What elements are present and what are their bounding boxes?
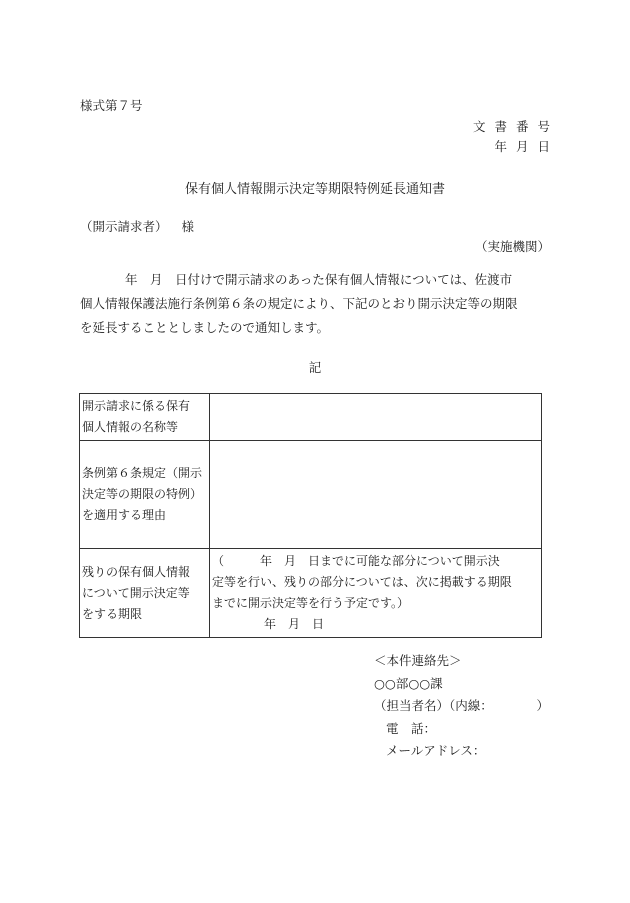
label-line: 決定等の期限の特例） <box>82 487 203 501</box>
label-line: をする期限 <box>82 606 143 621</box>
label-line: について開示決定等 <box>82 585 190 600</box>
table-row <box>80 394 542 441</box>
body-line-2: 個人情報保護法施行条例第６条の規定により、下記のとおり開示決定等の期限 <box>80 296 518 311</box>
contact-person: （担当者名）（内線： ） <box>374 698 550 713</box>
label-line: 残りの保有個人情報 <box>82 564 191 579</box>
table-row <box>80 441 542 549</box>
contact-heading: ＜本件連絡先＞ <box>374 653 462 668</box>
value-line: までに開示決定等を行う予定です。） <box>212 596 410 610</box>
table-row <box>80 549 542 638</box>
document-title: 保有個人情報開示決定等期限特例延長通知書 <box>184 182 445 197</box>
row-value-reason[interactable] <box>210 441 542 549</box>
value-line: 定等を行い、残りの部分については、次に掲載する期限 <box>212 575 512 589</box>
issue-date-label: 年月日 <box>494 139 559 154</box>
label-line: 開示請求に係る保有 <box>82 399 191 413</box>
label-line: 条例第６条規定（開示 <box>82 466 203 480</box>
notice-body <box>80 268 550 340</box>
document-number-label: 文書番号 <box>472 119 559 134</box>
row-label-reason <box>80 441 210 549</box>
body-line-3: を延長することとしましたので通知します。 <box>80 320 330 335</box>
row-label-info-name <box>80 394 210 441</box>
recipient-line <box>80 217 194 235</box>
body-line-1: 年 月 日付けで開示請求のあった保有個人情報については、佐渡市 <box>125 272 513 287</box>
contact-department: ○○部○○課 <box>374 675 443 691</box>
value-line: （ 年 月 日までに可能な部分について開示決 <box>212 554 500 568</box>
contact-email: メールアドレス： <box>386 743 486 758</box>
form-number: 様式第７号 <box>80 98 143 113</box>
row-label-deadline <box>80 549 210 638</box>
label-line: を適用する理由 <box>82 508 167 522</box>
contact-phone: 電 話： <box>386 720 437 736</box>
row-value-deadline[interactable] <box>210 549 542 638</box>
label-line: 個人情報の名称等 <box>82 420 179 434</box>
issuing-agency: （実施機関） <box>474 239 550 254</box>
ki-heading: 記 <box>308 360 322 375</box>
contact-block <box>374 650 549 763</box>
deadline-date: 年 月 日 <box>264 617 325 631</box>
details-table <box>79 393 542 638</box>
recipient-honorific: 様 <box>181 219 195 234</box>
recipient-label: （開示請求者） <box>80 219 168 234</box>
row-value-info-name[interactable] <box>210 394 542 441</box>
